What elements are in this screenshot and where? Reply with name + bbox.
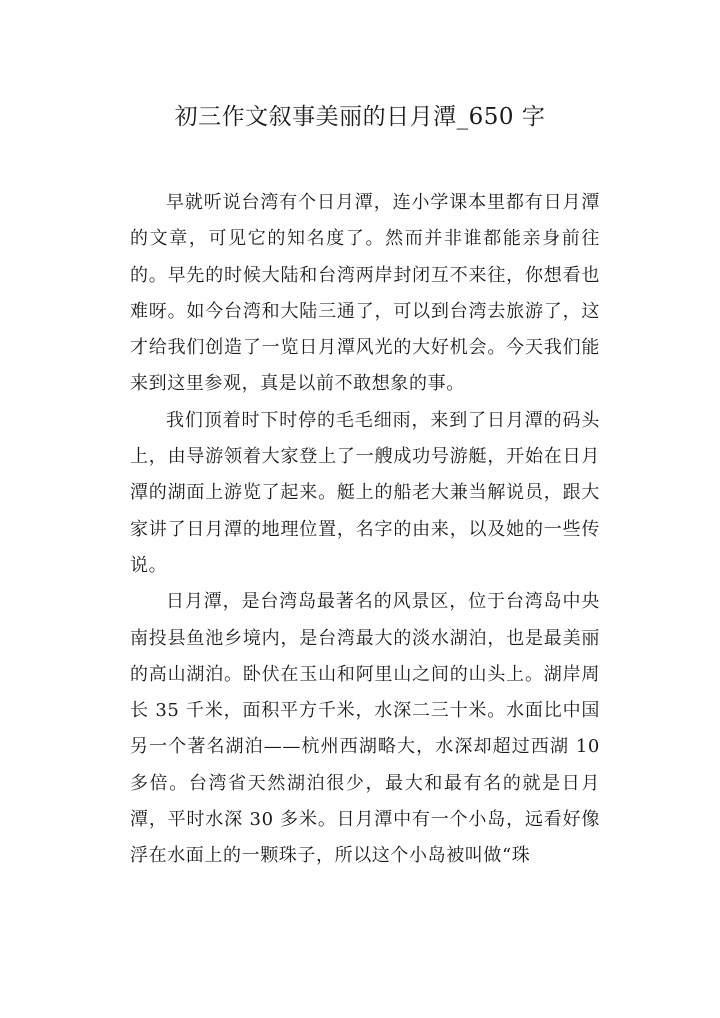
document-title: 初三作文叙事美丽的日月潭_650 字 [174, 104, 546, 130]
paragraph: 日月潭，是台湾岛最著名的风景区，位于台湾岛中央南投县鱼池乡境内，是台湾最大的淡水湖泊，也是最美丽的高山湖泊。卧伏在玉山和阿里山之间的山头上。湖岸周长 35 千米，面积平方千米，水深二三十米。水面比中国另一个著名湖泊——杭州西湖略大，水深却超过西湖 10 多倍。台湾省天然湖泊很少，最大和最有名的就是日月潭，平时水深 30 多米。日月潭中有一个小岛，远看好像浮在水面上的一颗珠子，所以这个小岛被叫做“珠 [130, 591, 600, 867]
paragraph: 早就听说台湾有个日月潭，连小学课本里都有日月潭的文章，可见它的知名度了。然而并非谁都能亲身前往的。早先的时候大陆和台湾两岸封闭互不来往，你想看也难呀。如今台湾和大陆三通了，可以到台湾去旅游了，这才给我们创造了一览日月潭风光的大好机会。今天我们能来到这里参观，真是以前不敢想象的事。 [130, 192, 600, 395]
document-body [130, 185, 600, 875]
paragraph: 我们顶着时下时停的毛毛细雨，来到了日月潭的码头上，由导游领着大家登上了一艘成功号游艇，开始在日月潭的湖面上游览了起来。艇上的船老大兼当解说员，跟大家讲了日月潭的地理位置，名字的由来，以及她的一些传说。 [130, 409, 600, 576]
